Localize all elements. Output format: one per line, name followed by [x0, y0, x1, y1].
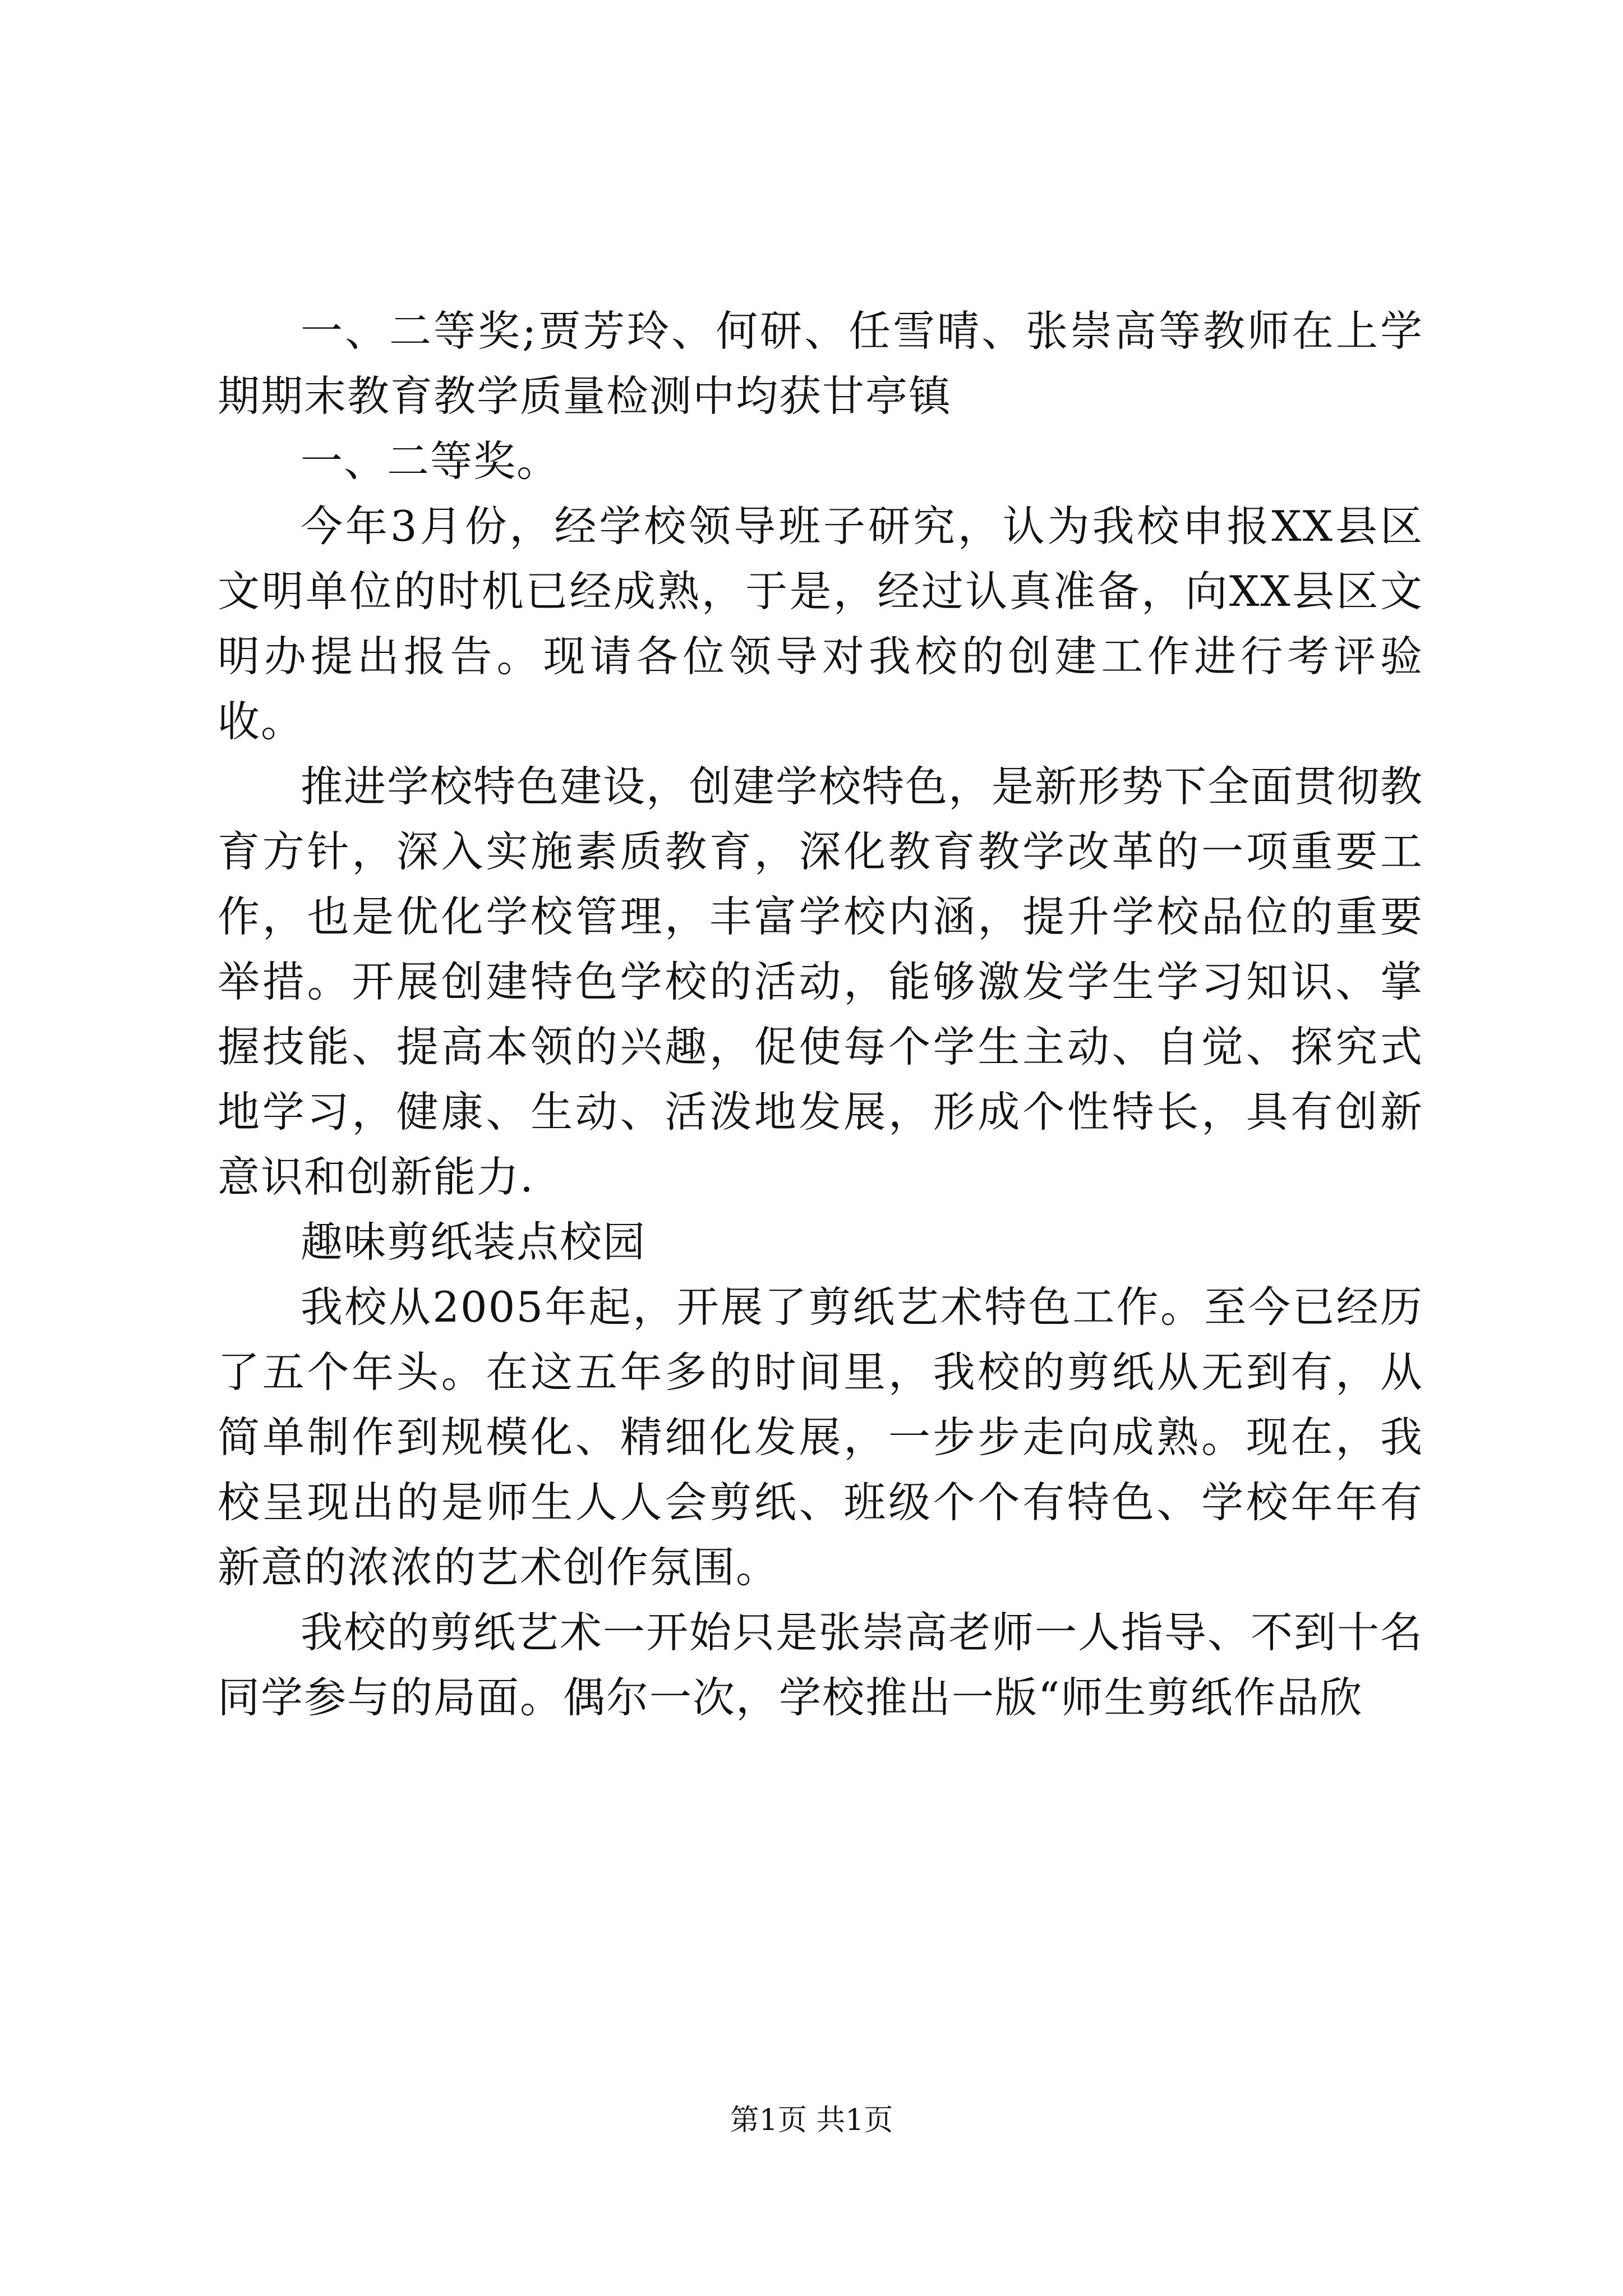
paragraph-awards-continued: 一、二等奖。: [301, 436, 560, 486]
page-number-footer: 第1页 共1页: [730, 2104, 893, 2137]
paragraph-paper-cutting-history: 我校从2005年起，开展了剪纸艺术特色工作。至今已经历了五个年头。在这五年多的时间里，我校的剪纸从无到有，从简单制作到规模化、精细化发展，一步步走向成熟。现在，我校呈现出的是师生人人会剪纸、班级个个有特色、学校年年有新意的浓浓的艺术创作氛围。: [218, 1282, 1423, 1592]
paragraph-paper-cutting-beginnings: 我校的剪纸艺术一开始只是张崇高老师一人指导、不到十名同学参与的局面。偶尔一次，学校推出一版“师生剪纸作品欣: [218, 1608, 1424, 1722]
document-body: [218, 298, 1423, 1730]
paragraph-awards: 一、二等奖;贾芳玲、何研、任雪晴、张崇高等教师在上学期期末教育教学质量检测中均获甘亭镇: [218, 306, 1423, 421]
paragraph-civilized-unit: 今年3月份，经学校领导班子研究，认为我校申报XX县区文明单位的时机已经成熟，于是，经过认真准备，向XX县区文明办提出报告。现请各位领导对我校的创建工作进行考评验收。: [218, 501, 1423, 746]
section-heading-paper-cutting: 趣味剪纸装点校园: [301, 1217, 647, 1267]
paragraph-school-features: 推进学校特色建设，创建学校特色，是新形势下全面贯彻教育方针，深入实施素质教育，深化教育教学改革的一项重要工作，也是优化学校管理，丰富学校内涵，提升学校品位的重要举措。开展创建特色学校的活动，能够激发学生学习知识、掌握技能、提高本领的兴趣，促使每个学生主动、自觉、探究式地学习，健康、生动、活泼地发展，形成个性特长，具有创新意识和创新能力.: [218, 762, 1424, 1202]
